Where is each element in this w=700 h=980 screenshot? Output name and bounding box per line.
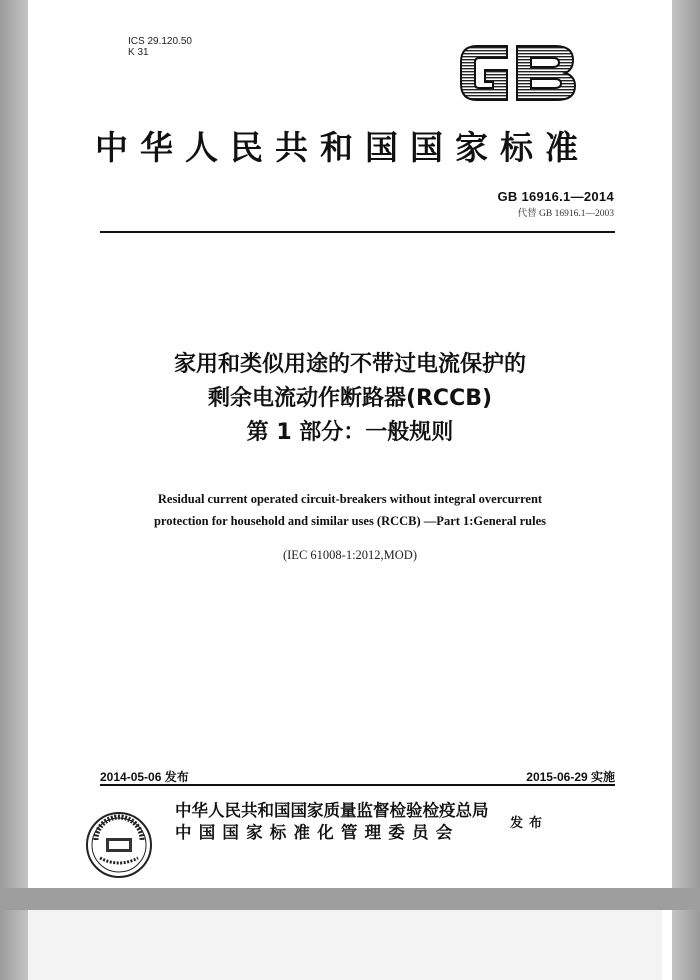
chinese-title-line2: 剩余电流动作断路器(RCCB): [207, 386, 493, 411]
replaces-note: 代替 GB 16916.1—2003: [517, 209, 614, 219]
standard-number: GB 16916.1—2014: [497, 189, 614, 204]
publish-label: 发布: [510, 816, 549, 831]
viewer-background-left: [0, 0, 28, 980]
footer-divider: [100, 784, 615, 786]
gb-logo-icon: [455, 38, 580, 108]
issue-date: 2014-05-06 发布: [100, 770, 189, 784]
next-page: [28, 910, 662, 980]
issuer-line1: 中华人民共和国国家质量监督检验检疫总局: [175, 801, 489, 820]
standards-seal-icon: [84, 810, 154, 880]
issuer-line2: 中国国家标准化管理委员会: [175, 823, 460, 842]
chinese-title: [60, 348, 640, 450]
standard-number-block: [497, 189, 614, 219]
chinese-title-line1: 家用和类似用途的不带过电流保护的: [173, 352, 526, 377]
ccs-code: K 31: [128, 47, 149, 58]
page-gap: [0, 888, 700, 910]
implementation-date: 2015-06-29 实施: [526, 770, 615, 784]
ics-code: ICS 29.120.50: [128, 36, 192, 47]
standard-type-heading: 中华人民共和国国家标准: [95, 128, 590, 167]
issuing-authorities: [175, 800, 489, 844]
chinese-title-line3: 第 1 部分：一般规则: [246, 420, 454, 445]
english-title-line2: protection for household and similar uses (RCCB) —Part 1:General rules: [153, 514, 546, 528]
viewer-background-right: [672, 0, 700, 980]
iec-reference: (IEC 61008-1:2012,MOD): [282, 548, 417, 562]
english-title-line1: Residual current operated circuit-breakers without integral overcurrent: [157, 492, 543, 506]
english-title: [80, 488, 620, 532]
classification-codes: [128, 36, 192, 58]
header-divider: [100, 231, 615, 233]
